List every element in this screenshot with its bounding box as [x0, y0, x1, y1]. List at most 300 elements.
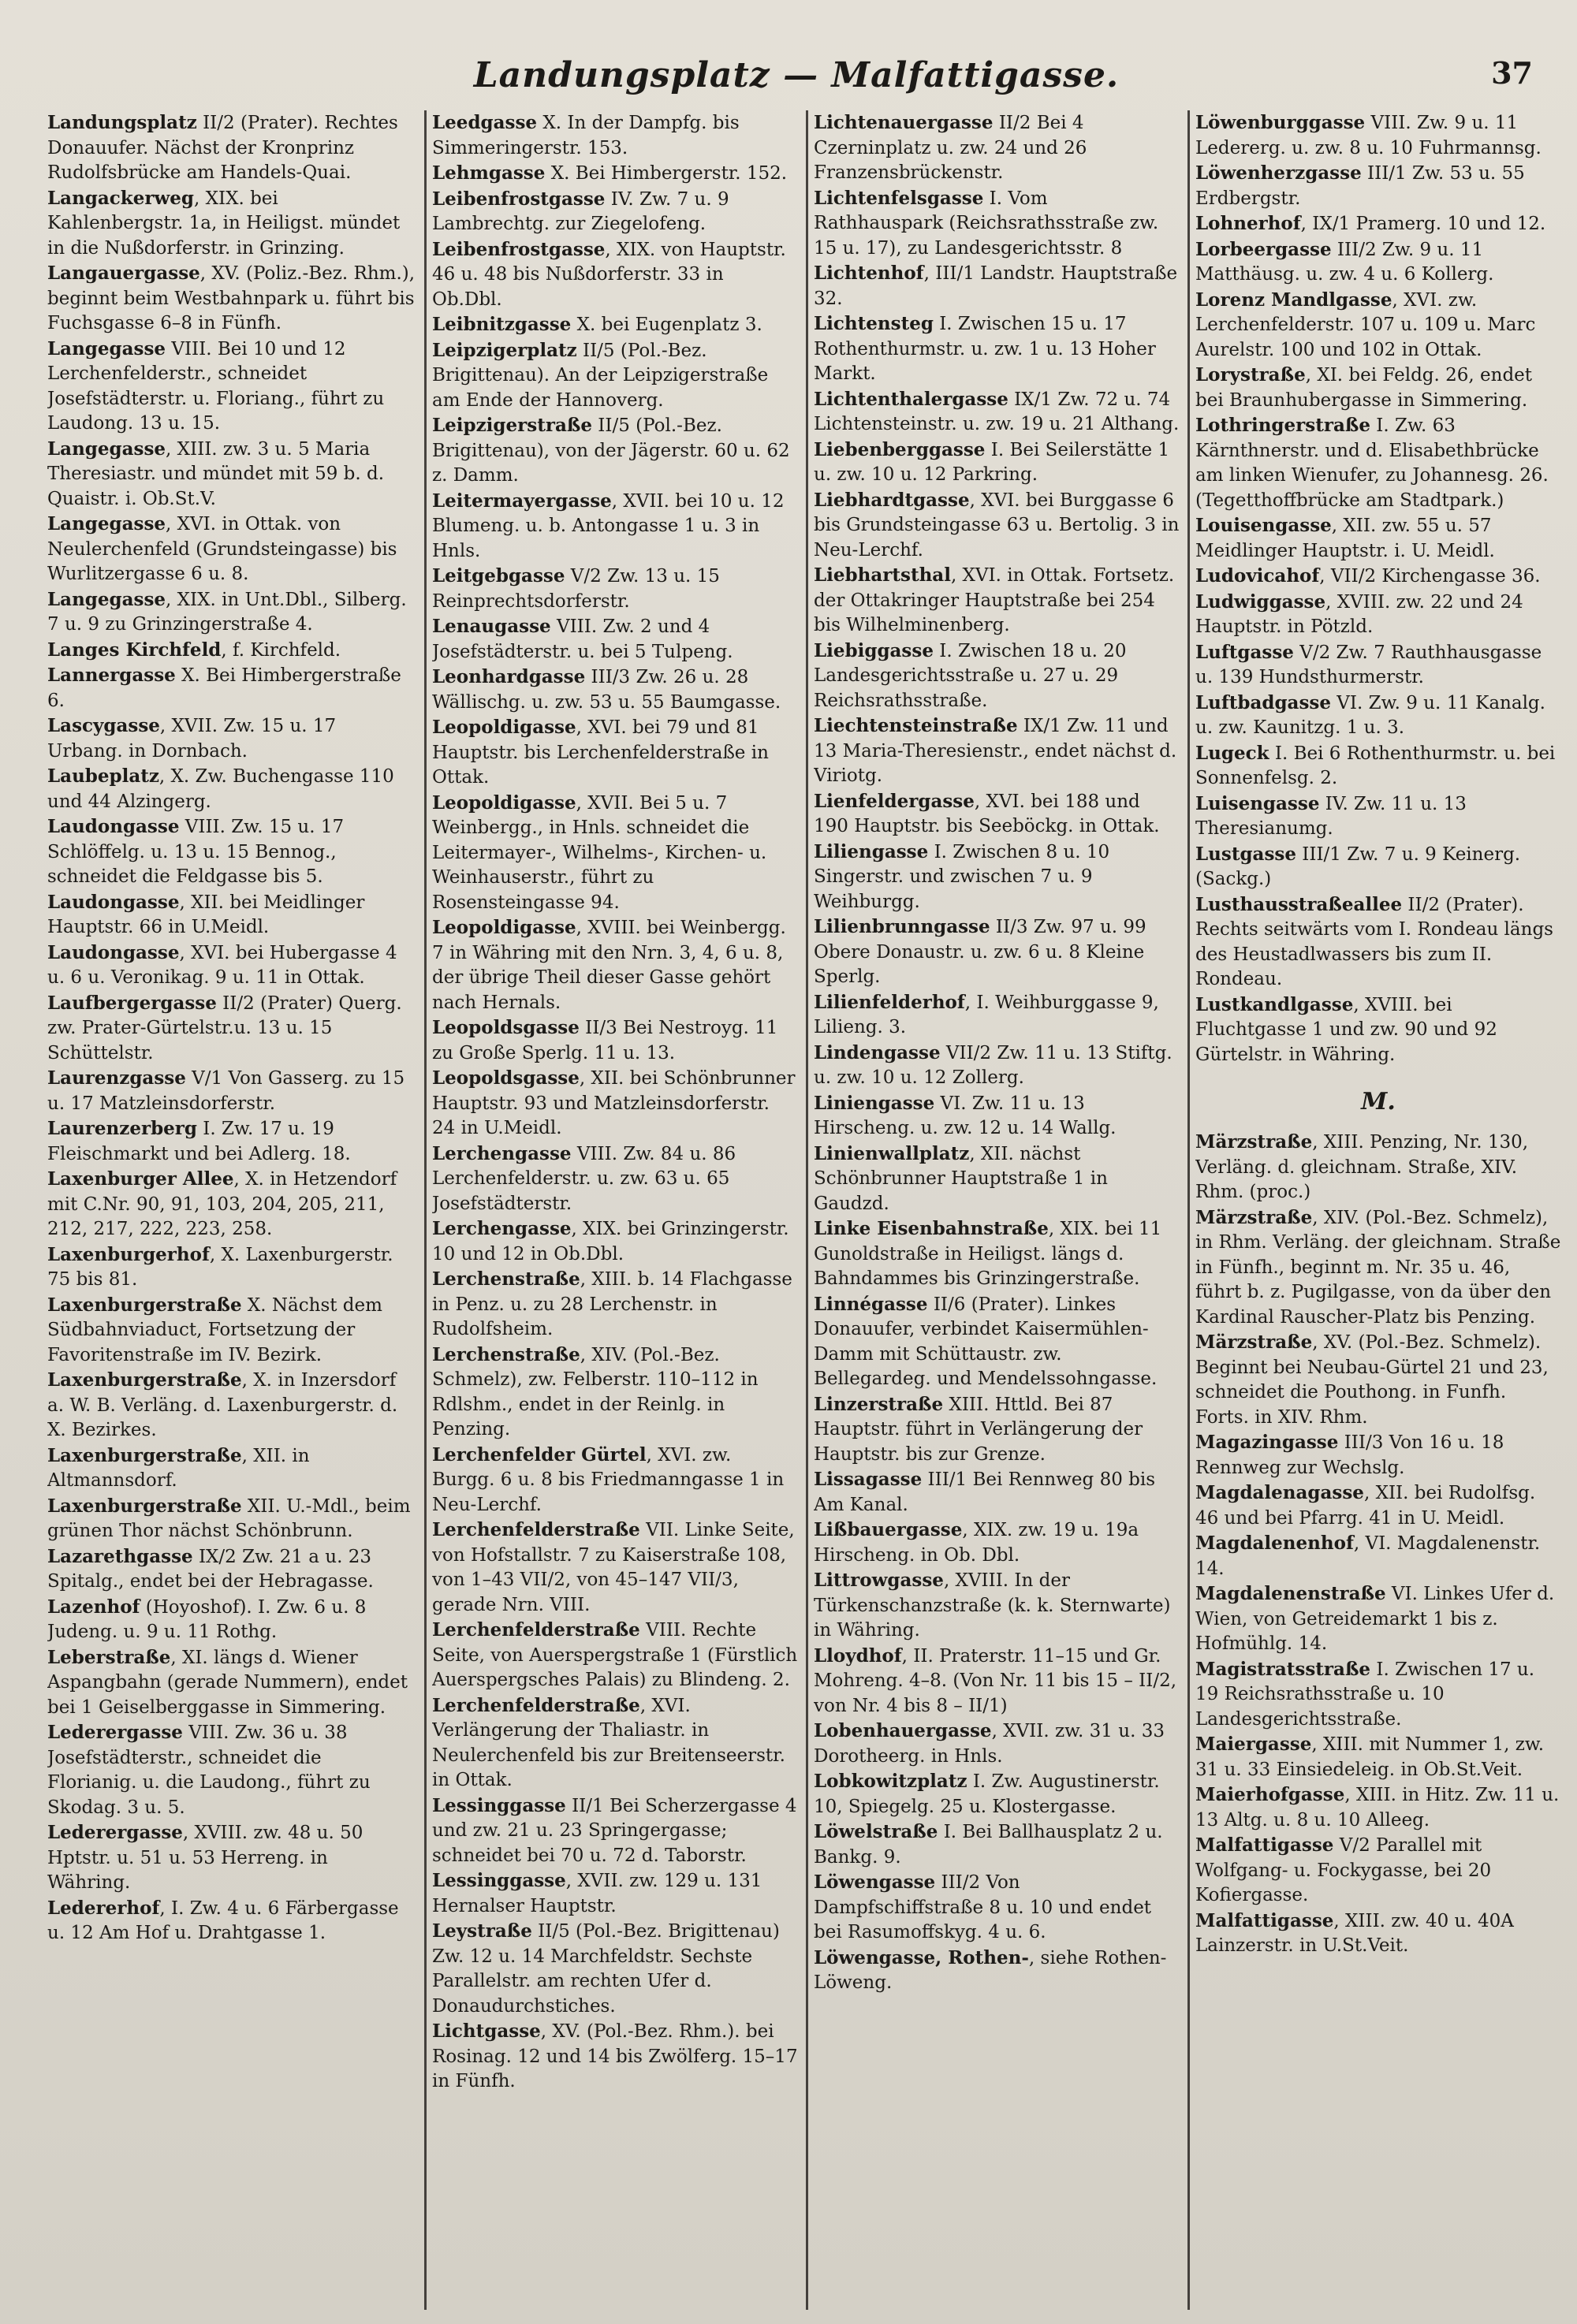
entry-description: I. Zwischen 17 u. 19 Reichsrathsstraße u. 10 Landesgerichtsstraße. — [1195, 1659, 1535, 1730]
directory-entry — [432, 564, 798, 614]
entry-description: , XVI. bei 79 und 81 Hauptstr. bis Lerchenfelderstraße in Ottak. — [432, 717, 769, 788]
street-name: Lichtenhof — [814, 263, 924, 284]
street-name: Linzerstraße — [814, 1393, 944, 1415]
street-name: Linnégasse — [814, 1293, 928, 1315]
street-name: Laufbergergasse — [47, 992, 217, 1014]
entry-description: , XIX. in Unt.Dbl., Silberg. 7 u. 9 zu Grinzingerstraße 4. — [47, 589, 407, 635]
street-name: Lichtgasse — [432, 2020, 541, 2042]
directory-entry — [47, 186, 416, 262]
directory-entry — [814, 1142, 1180, 1217]
street-name: Liebiggasse — [814, 639, 934, 661]
directory-entry — [814, 1041, 1180, 1091]
street-name: Lustkandlgasse — [1195, 993, 1354, 1015]
entry-description: VI. Zw. 9 u. 11 Kanalg. u. zw. Kaunitzg. 1 u. 3. — [1195, 692, 1545, 738]
street-name: Liechtensteinstraße — [814, 715, 1018, 736]
entry-description: X. Nächst dem Südbahnviaduct, Fortsetzung der Favoritenstraße im IV. Bezirk. — [47, 1294, 382, 1365]
entry-description: VI. Zw. 11 u. 13 Hirscheng. u. zw. 12 u. 14 Wallg. — [814, 1093, 1117, 1138]
directory-entry — [432, 1216, 798, 1267]
street-name: Lissagasse — [814, 1469, 923, 1490]
street-name: Lascygasse — [47, 715, 160, 736]
street-name: Löwenburggasse — [1195, 112, 1366, 133]
entry-description: , VII/2 Kirchengasse 36. — [1319, 566, 1541, 587]
page-header — [47, 55, 1545, 102]
street-name: Littrowgasse — [814, 1570, 944, 1591]
directory-entry — [432, 1618, 798, 1693]
directory-entry — [47, 814, 416, 890]
directory-entry — [1195, 413, 1561, 513]
entry-description: , XIV. (Pol.-Bez. Schmelz), zw. Felberstr. 110–112 in Rdlshm., endet in der Reinlg. in Penzing. — [432, 1344, 759, 1439]
directory-entry — [432, 1142, 798, 1217]
entry-description: I. Vom Rathhauspark (Reichsrathsstraße zw. 15 u. 17), zu Landesgerichtsstr. 8 — [814, 188, 1159, 259]
entry-description: I. Zw. 17 u. 19 Fleischmarkt und bei Adlerg. 18. — [47, 1119, 351, 1164]
directory-entry — [1195, 1480, 1561, 1531]
directory-entry — [814, 1819, 1180, 1870]
street-name: Leonhardgasse — [432, 666, 586, 687]
directory-entry — [814, 1467, 1180, 1518]
street-name: Landungsplatz — [47, 112, 197, 133]
street-name: Lißbauergasse — [814, 1519, 963, 1540]
directory-entry — [432, 665, 798, 715]
street-name: Lederergasse — [47, 1822, 183, 1843]
entry-description: (Hoyoshof). I. Zw. 6 u. 8 Judeng. u. 9 u. 11 Rothg. — [47, 1596, 367, 1642]
street-name: Magdalenenstraße — [1195, 1583, 1386, 1604]
street-name: Lloydhof — [814, 1644, 902, 1667]
street-name: Langegasse — [47, 438, 166, 460]
entry-description: IV. Zw. 11 u. 13 Theresianumg. — [1195, 793, 1467, 839]
entry-description: I. Bei 6 Rothenthurmstr. u. bei Sonnenfelsg. 2. — [1195, 743, 1556, 788]
entry-description: VIII. Rechte Seite, von Auerspergstraße 1 (Fürstlich Auerspergsches Palais) zu Blindeng. 2. — [432, 1620, 798, 1690]
street-name: Lorbeergasse — [1195, 238, 1332, 260]
entry-description: XIII. Httld. Bei 87 Hauptstr. führt in Verlängerung der Hauptstr. bis zur Grenze. — [814, 1394, 1143, 1465]
street-name: Lerchenfelderstraße — [432, 1519, 640, 1540]
street-name: Liebhardtgasse — [814, 489, 970, 511]
directory-entry — [432, 489, 798, 564]
directory-entry — [47, 1645, 416, 1721]
street-name: Leopoldsgasse — [432, 1067, 580, 1089]
street-name: Leibenfrostgasse — [432, 238, 606, 260]
directory-entry — [432, 791, 798, 916]
street-name: Lienfeldergasse — [814, 790, 975, 812]
section-letter-heading: M. — [1361, 1088, 1396, 1115]
street-name: Lerchenfelderstraße — [432, 1619, 640, 1641]
entry-description: III/2 Zw. 9 u. 11 Matthäusg. u. zw. 4 u. 6 Kollerg. — [1195, 239, 1494, 285]
entry-description: X. In der Dampfg. bis Simmeringerstr. 153. — [432, 113, 740, 158]
street-name: Liebhartsthal — [814, 564, 951, 586]
directory-entry — [47, 1368, 416, 1443]
directory-entry — [47, 1720, 416, 1820]
entry-description: I. Bei Seilerstätte 1 u. zw. 10 u. 12 Parkring. — [814, 439, 1170, 485]
entry-description: V/1 Von Gasserg. zu 15 u. 17 Matzleinsdorferstr. — [47, 1068, 405, 1114]
entry-description: , XI. bei Feldg. 26, endet bei Braunhubergasse in Simmering. — [1195, 365, 1533, 411]
entry-description: I. Zw. Augustinerstr. 10, Spiegelg. 25 u. Klostergasse. — [814, 1771, 1160, 1817]
street-name: Magistratsstraße — [1195, 1658, 1371, 1680]
street-name: Löwengasse, Rothen- — [814, 1946, 1029, 1968]
entry-description: IX/2 Zw. 21 a u. 23 Spitalg., endet bei der Hebragasse. — [47, 1546, 374, 1592]
street-name: Lannergasse — [47, 665, 176, 686]
directory-entry — [1195, 640, 1561, 691]
directory-entry — [47, 638, 416, 664]
entry-description: , XVI. bei Hubergasse 4 u. 6 u. Veronikag. 9 u. 11 in Ottak. — [47, 942, 397, 988]
street-name: Liliengasse — [814, 840, 929, 862]
street-name: Laurenzerberg — [47, 1118, 197, 1139]
directory-entry — [814, 1946, 1180, 1996]
street-name: Lilienbrunngasse — [814, 916, 990, 937]
entry-description: , XVI. Verlängerung der Thaliastr. in Neulerchenfeld bis zur Breitenseerstr. in Ottak. — [432, 1695, 785, 1790]
directory-entry — [814, 1644, 1180, 1719]
street-name: Lohnerhof — [1195, 213, 1301, 234]
entry-description: , XVII. Zw. 15 u. 17 Urbang. in Dornbach. — [47, 716, 337, 762]
entry-description: , XII. nächst Schönbrunner Hauptstraße 1 in Gaudzd. — [814, 1143, 1108, 1214]
street-name: Magazingasse — [1195, 1432, 1339, 1453]
entry-description: , XIII. Penzing, Nr. 130, Verläng. d. gleichnam. Straße, XIV. Rhm. (proc.) — [1195, 1132, 1529, 1202]
street-name: Laubeplatz — [47, 765, 159, 787]
directory-entry — [814, 311, 1180, 387]
directory-entry — [814, 1091, 1180, 1142]
directory-entry — [814, 1870, 1180, 1946]
page-title: Landungsplatz — Malfattigasse. — [473, 55, 1120, 95]
street-name: Lugeck — [1195, 742, 1269, 764]
street-name: Leibnitzgasse — [432, 314, 572, 335]
entry-description: , XVIII. bei Weinbergg. 7 in Währing mit den Nrn. 3, 4, 6 u. 8, der übrige Theil dieser Gasse gehört nach Hernals. — [432, 918, 786, 1013]
street-name: Lerchenstraße — [432, 1343, 580, 1365]
directory-entry — [1195, 1909, 1561, 1959]
column-3 — [814, 110, 1180, 2310]
directory-entry — [432, 1868, 798, 1919]
directory-entry — [432, 413, 798, 489]
directory-entry — [1195, 1782, 1561, 1833]
street-name: Lichtensteg — [814, 313, 934, 334]
directory-entry — [1195, 791, 1561, 842]
directory-entry — [1195, 1205, 1561, 1331]
entry-description: , XVII. zw. 31 u. 33 Dorotheerg. in Hnls. — [814, 1721, 1165, 1767]
street-name: Laxenburgerstraße — [47, 1495, 242, 1517]
entry-description: II/2 Bei 4 Czerninplatz u. zw. 24 und 26 Franzensbrückenstr. — [814, 113, 1087, 183]
directory-entry — [814, 110, 1180, 186]
street-name: Linke Eisenbahnstraße — [814, 1218, 1049, 1239]
street-name: Laxenburgerhof — [47, 1243, 210, 1265]
street-name: Leitermayergasse — [432, 490, 612, 512]
entry-description: , XIX. bei Grinzingerstr. 10 und 12 in Ob.Dbl. — [432, 1219, 789, 1264]
entry-description: II/5 (Pol.-Bez. Brigittenau). An der Leipzigerstraße am Ende der Hannoverg. — [432, 340, 769, 411]
street-name: Luftgasse — [1195, 641, 1294, 663]
street-name: Luftbadgasse — [1195, 691, 1331, 713]
entry-description: V/2 Parallel mit Wolfgang- u. Fockygasse, bei 20 Kofiergasse. — [1195, 1835, 1492, 1905]
directory-entry — [814, 639, 1180, 714]
entry-description: , I. Weihburggasse 9, Lilieng. 3. — [814, 992, 1159, 1037]
column-divider — [806, 110, 808, 2310]
street-name: Lichtenthalergasse — [814, 388, 1008, 410]
directory-entry — [814, 1292, 1180, 1392]
street-name: Leopoldigasse — [432, 791, 576, 814]
directory-entry — [432, 312, 798, 338]
street-name: Laudongasse — [47, 816, 180, 837]
directory-entry — [1195, 842, 1561, 892]
entry-description: , X. in Inzersdorf a. W. B. Verläng. d. Laxenburgerstr. d. X. Bezirkes. — [47, 1370, 398, 1440]
directory-entry — [47, 1066, 416, 1116]
entry-description: , X. Zw. Buchengasse 110 und 44 Alzingerg. — [47, 766, 394, 812]
street-name: Langauergasse — [47, 263, 200, 284]
entry-description: , IX/1 Pramerg. 10 und 12. — [1300, 214, 1546, 234]
entry-description: III/3 Von 16 u. 18 Rennweg zur Wechslg. — [1195, 1432, 1504, 1478]
street-name: Märzstraße — [1195, 1206, 1313, 1228]
entry-description: , XVIII. zw. 22 und 24 Hauptstr. in Pötzld. — [1195, 591, 1523, 637]
directory-entry — [47, 1443, 416, 1494]
entry-description: I. Bei Ballhausplatz 2 u. Bankg. 9. — [814, 1822, 1163, 1868]
street-name: Lichtenfelsgasse — [814, 187, 984, 209]
entry-description: II/2 (Prater). Rechtes Donauufer. Nächst der Kronprinz Rudolfsbrücke am Handels-Quai. — [47, 113, 398, 183]
entry-description: I. Zwischen 8 u. 10 Singerstr. und zwischen 7 u. 9 Weihburgg. — [814, 841, 1110, 912]
directory-entry — [432, 614, 798, 665]
street-name: Magdalenenhof — [1195, 1533, 1354, 1554]
street-name: Langegasse — [47, 337, 166, 359]
street-name: Löwelstraße — [814, 1821, 938, 1842]
street-name: Lilienfelderhof — [814, 991, 965, 1013]
directory-entry — [432, 915, 798, 1015]
entry-description: III/3 Zw. 26 u. 28 Wällischg. u. zw. 53 u. 55 Baumgasse. — [432, 667, 781, 713]
directory-entry — [432, 110, 798, 161]
directory-entry — [1195, 110, 1561, 161]
entry-description: I. Zwischen 18 u. 20 Landesgerichtsstraße u. 27 u. 29 Reichsrathsstraße. — [814, 640, 1127, 711]
directory-entry — [432, 1919, 798, 2019]
directory-entry — [1195, 691, 1561, 741]
street-name: Langes Kirchfeld — [47, 639, 222, 661]
entry-description: , XVIII. zw. 48 u. 50 Hptstr. u. 51 u. 53 Herreng. in Währing. — [47, 1823, 363, 1893]
street-name: Ludwiggasse — [1195, 590, 1326, 613]
street-name: Laxenburgerstraße — [47, 1444, 242, 1466]
directory-entry — [814, 1719, 1180, 1769]
directory-entry — [432, 1793, 798, 1869]
entry-description: , XVI. bei 188 und 190 Hauptstr. bis Seeböckg. in Ottak. — [814, 791, 1160, 836]
entry-description: , XII. bei Rudolfsg. 46 und bei Pfarrg. 41 in U. Meidl. — [1195, 1483, 1536, 1529]
directory-entry — [47, 764, 416, 814]
street-name: Lederergasse — [47, 1722, 183, 1743]
directory-entry — [814, 488, 1180, 564]
directory-entry — [1195, 161, 1561, 211]
entry-description: VIII. Zw. 36 u. 38 Josefstädterstr., schneidet die Florianig. u. die Laudong., führt zu Skodag. 3 u. 5. — [47, 1723, 371, 1818]
directory-entry — [47, 261, 416, 337]
column-2 — [432, 110, 798, 2310]
directory-entry — [1195, 892, 1561, 993]
street-name: Malfattigasse — [1195, 1909, 1334, 1931]
entry-description: III/1 Zw. 53 u. 55 Erdbergstr. — [1195, 163, 1525, 209]
street-name: Löwengasse — [814, 1871, 936, 1893]
entry-description: IX/1 Zw. 72 u. 74 Lichtensteinstr. u. zw. 19 u. 21 Althang. — [814, 389, 1180, 434]
directory-entry — [47, 1242, 416, 1293]
directory-entry — [47, 1820, 416, 1896]
street-name: Ludovicahof — [1195, 565, 1320, 587]
street-name: Magdalenagasse — [1195, 1482, 1364, 1503]
directory-entry — [47, 337, 416, 437]
directory-entry — [1195, 1657, 1561, 1733]
street-name: Lessinggasse — [432, 1870, 566, 1891]
directory-entry — [814, 713, 1180, 789]
entry-description: , XVII. zw. 129 u. 131 Hernalser Hauptstr. — [432, 1871, 762, 1916]
directory-entry — [814, 789, 1180, 840]
entry-description: , XIV. (Pol.-Bez. Schmelz), in Rhm. Verläng. der gleichnam. Straße in Fünfh., beginnt m. Nr. 35 u. 46, führt b. z. Pugilgasse, von da über den Kardinal Rauscher-Platz bis Penzing. — [1195, 1207, 1561, 1328]
street-name: Laxenburgerstraße — [47, 1369, 242, 1391]
directory-entry — [47, 1116, 416, 1167]
entry-description: VIII. Zw. 15 u. 17 Schlöffelg. u. 13 u. 15 Bennog., schneidet die Feldgasse bis 5. — [47, 817, 345, 887]
directory-entry — [814, 261, 1180, 311]
directory-entry — [1195, 237, 1561, 288]
entry-description: VII/2 Zw. 11 u. 13 Stiftg. u. zw. 10 u. 12 Zollerg. — [814, 1042, 1172, 1088]
column-divider — [1187, 110, 1190, 2310]
entry-description: , XIII. zw. 3 u. 5 Maria Theresiastr. und mündet mit 59 b. d. Quaistr. i. Ob.St.V. — [47, 438, 385, 509]
entry-description: , I. Zw. 4 u. 6 Färbergasse u. 12 Am Hof u. Drahtgasse 1. — [47, 1898, 399, 1943]
street-name: Lustgasse — [1195, 843, 1296, 865]
page-number: 37 — [1491, 55, 1533, 91]
directory-entry — [1195, 1330, 1561, 1430]
street-name: Maierhofgasse — [1195, 1784, 1345, 1805]
directory-entry — [47, 437, 416, 512]
directory-entry — [432, 1518, 798, 1618]
street-name: Laudongasse — [47, 891, 180, 913]
entry-description: X. Bei Himbergerstraße 6. — [47, 665, 401, 711]
directory-entry — [814, 438, 1180, 488]
street-name: Märzstraße — [1195, 1331, 1313, 1353]
entry-description: III/2 Von Dampfschiffstraße 8 u. 10 und endet bei Rasumoffskyg. 4 u. 6. — [814, 1872, 1152, 1942]
directory-entry — [1195, 564, 1561, 590]
directory-entry — [1195, 1531, 1561, 1581]
street-name: Leipzigerplatz — [432, 339, 577, 361]
entry-description: II/5 (Pol.-Bez. Brigittenau), von der Jägerstr. 60 u. 62 z. Damm. — [432, 415, 790, 486]
street-name: Laxenburgerstraße — [47, 1294, 242, 1316]
columns-container — [47, 110, 1561, 2310]
entry-description: II/3 Bei Nestroyg. 11 zu Große Sperlg. 11 u. 13. — [432, 1018, 778, 1063]
street-name: Laxenburger Allee — [47, 1168, 234, 1190]
street-name: Ledererhof — [47, 1897, 160, 1919]
directory-entry — [47, 512, 416, 587]
street-name: Lusthausstraßeallee — [1195, 893, 1403, 915]
directory-entry — [432, 161, 798, 187]
entry-description: , XVI. in Ottak. Fortsetz. der Ottakringer Hauptstraße bei 254 bis Wilhelminenberg. — [814, 565, 1175, 635]
directory-entry — [1195, 590, 1561, 640]
directory-entry — [1195, 1130, 1561, 1205]
directory-entry — [47, 1544, 416, 1595]
directory-entry — [432, 1066, 798, 1142]
entry-description: , III/1 Landstr. Hauptstraße 32. — [814, 263, 1178, 309]
entry-description: , XIX. bei 11 Gunoldstraße in Heiligst. längs d. Bahndammes bis Grinzingerstraße. — [814, 1219, 1162, 1289]
directory-entry — [814, 990, 1180, 1041]
column-divider — [424, 110, 427, 2310]
directory-entry — [432, 1343, 798, 1443]
entry-description: , XII. bei Meidlinger Hauptstr. 66 in U.Meidl. — [47, 892, 365, 937]
directory-entry — [1195, 993, 1561, 1068]
entry-description: III/1 Bei Rennweg 80 bis Am Kanal. — [814, 1469, 1156, 1515]
directory-entry — [814, 1769, 1180, 1819]
directory-entry — [432, 1693, 798, 1793]
street-name: Leopoldsgasse — [432, 1017, 580, 1038]
directory-entry — [814, 1518, 1180, 1568]
directory-entry — [814, 387, 1180, 438]
entry-description: , X. Laxenburgerstr. 75 bis 81. — [47, 1244, 393, 1290]
entry-description: , siehe Rothen-Löweng. — [814, 1947, 1167, 1993]
street-name: Lerchengasse — [432, 1142, 572, 1164]
directory-entry — [47, 991, 416, 1067]
street-name: Lessinggasse — [432, 1794, 566, 1816]
street-name: Leitgebgasse — [432, 565, 565, 587]
entry-description: , XV. (Poliz.-Bez. Rhm.), beginnt beim Westbahnpark u. führt bis Fuchsgasse 6–8 in Fünfh. — [47, 263, 416, 333]
directory-entry — [814, 1568, 1180, 1644]
entry-description: IV. Zw. 7 u. 9 Lambrechtg. zur Ziegelofeng. — [432, 188, 729, 234]
entry-description: II/1 Bei Scherzergasse 4 und zw. 21 u. 23 Springergasse; schneidet bei 70 u. 72 d. Taborstr. — [432, 1795, 797, 1866]
column-4 — [1195, 110, 1561, 2310]
street-name: Lerchengasse — [432, 1218, 572, 1239]
directory-entry — [432, 1267, 798, 1343]
street-name: Leibenfrostgasse — [432, 188, 606, 210]
directory-entry — [47, 1293, 416, 1369]
street-name: Laurenzgasse — [47, 1067, 186, 1089]
entry-description: VIII. Zw. 9 u. 11 Ledererg. u. zw. 8 u. 10 Fuhrmannsg. — [1195, 113, 1542, 158]
entry-description: , XI. längs d. Wiener Aspangbahn (gerade Nummern), endet bei 1 Geiselberggasse in Simmering. — [47, 1647, 408, 1718]
entry-description: VII. Linke Seite, von Hofstallstr. 7 zu Kaiserstraße 108, von 1–43 VII/2, von 45–147 VII/3, gerade Nrn. VIII. — [432, 1520, 795, 1615]
entry-description: , XV. (Pol.-Bez. Rhm.). bei Rosinag. 12 und 14 bis Zwölferg. 15–17 in Fünfh. — [432, 2021, 798, 2091]
entry-description: XII. U.-Mdl., beim grünen Thor nächst Schönbrunn. — [47, 1495, 411, 1541]
street-name: Langegasse — [47, 513, 166, 534]
entry-description: , XVIII. bei Fluchtgasse 1 und zw. 90 und 92 Gürtelstr. in Währing. — [1195, 994, 1497, 1065]
street-name: Malfattigasse — [1195, 1834, 1334, 1856]
directory-entry — [1195, 363, 1561, 413]
entry-description: , VI. Magdalenenstr. 14. — [1195, 1533, 1541, 1579]
street-name: Laudongasse — [47, 941, 180, 963]
entry-description: VIII. Bei 10 und 12 Lerchenfelderstr., schneidet Josefstädterstr. u. Floriang., führt zu Laudong. 13 u. 15. — [47, 338, 385, 434]
directory-entry — [1195, 1581, 1561, 1657]
street-name: Lobkowitzplatz — [814, 1771, 967, 1792]
directory-entry — [47, 1896, 416, 1946]
street-name: Lorenz Mandlgasse — [1195, 289, 1392, 311]
entry-description: V/2 Zw. 13 u. 15 Reinprechtsdorferstr. — [432, 566, 720, 612]
entry-description: , XVI. zw. Burgg. 6 u. 8 bis Friedmanngasse 1 in Neu-Lerchf. — [432, 1444, 785, 1515]
entry-description: , XII. in Altmannsdorf. — [47, 1445, 310, 1491]
directory-entry — [47, 663, 416, 713]
street-name: Liniengasse — [814, 1092, 935, 1114]
entry-description: VI. Linkes Ufer d. Wien, von Getreidemarkt 1 bis z. Hofmühlg. 14. — [1195, 1584, 1555, 1654]
street-name: Lenaugasse — [432, 616, 551, 637]
entry-description: , XVI. in Ottak. von Neulerchenfeld (Grundsteingasse) bis Wurlitzergasse 6 u. 8. — [47, 514, 397, 584]
street-name: Lazenhof — [47, 1596, 140, 1618]
directory-entry — [432, 2019, 798, 2095]
entry-description: , XIII. zw. 40 u. 40A Lainzerstr. in U.St.Veit. — [1195, 1910, 1514, 1956]
entry-description: , XIX. bei Kahlenbergstr. 1a, in Heiligst. mündet in die Nußdorferstr. in Grinzing. — [47, 188, 401, 259]
directory-entry — [814, 563, 1180, 639]
street-name: Lerchenfelderstraße — [432, 1694, 640, 1716]
entry-description: , XII. bei Schönbrunner Hauptstr. 93 und Matzleinsdorferstr. 24 in U.Meidl. — [432, 1068, 796, 1138]
street-name: Lerchenstraße — [432, 1268, 580, 1290]
directory-entry — [47, 1595, 416, 1645]
directory-entry — [814, 840, 1180, 915]
entry-description: II/2 (Prater) Querg. zw. Prater-Gürtelstr.u. 13 u. 15 Schüttelstr. — [47, 993, 402, 1063]
directory-entry — [432, 237, 798, 313]
entry-description: , X. in Hetzendorf mit C.Nr. 90, 91, 103, 204, 205, 211, 212, 217, 222, 223, 258. — [47, 1169, 397, 1239]
directory-entry — [432, 715, 798, 791]
street-name: Luisengasse — [1195, 792, 1320, 814]
directory-entry — [1195, 1732, 1561, 1782]
entry-description: II/5 (Pol.-Bez. Brigittenau) Zw. 12 u. 14 Marchfeldstr. Sechste Parallelstr. am rechten Ufer d. Donaudurchstiches. — [432, 1921, 780, 2017]
street-name: Lorystraße — [1195, 364, 1306, 385]
directory-entry — [1195, 1833, 1561, 1909]
directory-entry — [47, 940, 416, 991]
entry-description: , XII. zw. 55 u. 57 Meidlinger Hauptstr. i. U. Meidl. — [1195, 516, 1495, 561]
street-name: Louisengasse — [1195, 515, 1332, 536]
entry-description: , II. Praterstr. 11–15 und Gr. Mohreng. 4–8. (Von Nr. 11 bis 15 – II/2, von Nr. 4 bis 8 – II/1) — [814, 1645, 1177, 1716]
directory-entry — [1195, 288, 1561, 363]
entry-description: II/6 (Prater). Linkes Donauufer, verbindet Kaisermühlen-Damm mit Schüttaustr. zw. Bellegardeg. und Mendelssohngasse. — [814, 1294, 1158, 1389]
entry-description: , f. Kirchfeld. — [221, 639, 341, 661]
entry-description: , XV. (Pol.-Bez. Schmelz). Beginnt bei Neubau-Gürtel 21 und 23, schneidet die Pouthong. in Funfh. Forts. in XIV. Rhm. — [1195, 1332, 1549, 1428]
entry-description: , XVII. Bei 5 u. 7 Weinbergg., in Hnls. schneidet die Leitermayer-, Wilhelms-, Kirchen- u. Weinhauserstr., führt zu Rosensteingasse 94. — [432, 792, 767, 913]
directory-entry — [47, 587, 416, 638]
entry-description: X. Bei Himbergerstr. 152. — [545, 163, 788, 184]
